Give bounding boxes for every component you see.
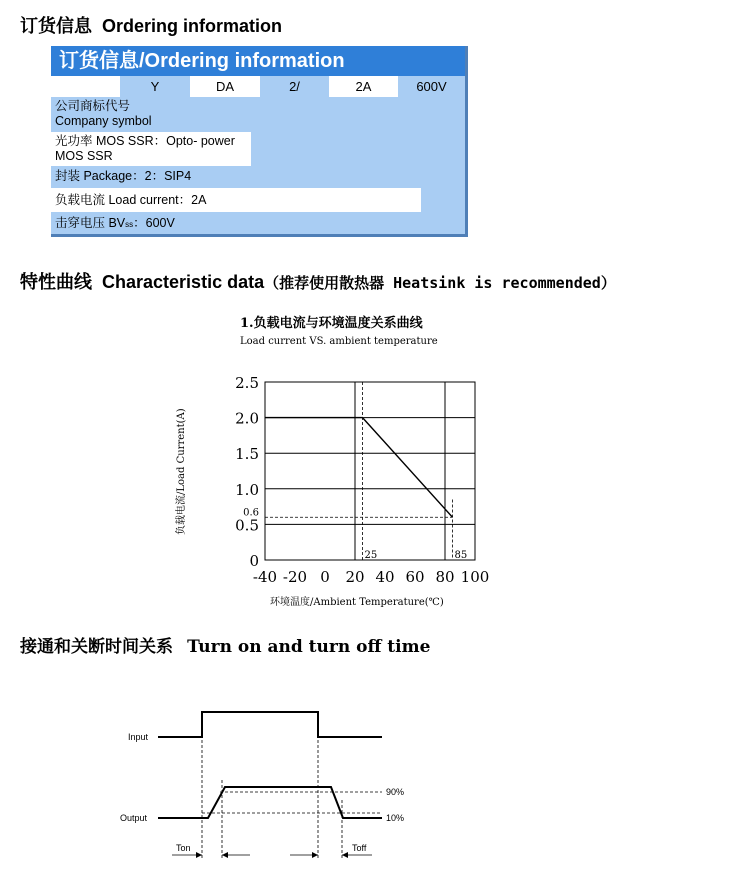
desc-voltage-sub: ss <box>125 220 134 229</box>
output-label: Output <box>120 813 148 823</box>
chart-y-tick-label: 1.0 <box>235 480 259 499</box>
desc-company <box>51 97 164 131</box>
chart-x-tick-label: -20 <box>282 568 308 586</box>
timing-title-cn: 接通和关断时间关系 <box>20 637 173 657</box>
desc-current-line: 负载电流 Load current：2A <box>55 193 207 207</box>
code-cell-voltage: 600V <box>398 76 465 97</box>
code-cell-current: 2A <box>329 76 398 97</box>
chart-xlabel: 环境温度/Ambient Temperature(℃) <box>270 597 444 608</box>
ordering-title-cn: 订货信息 <box>20 16 92 37</box>
desc-current <box>51 188 421 212</box>
toff-label: Toff <box>352 843 367 853</box>
timing-title-en: Turn on and turn off time <box>187 637 431 657</box>
chart-y-tick-label: 0.5 <box>235 516 259 535</box>
chart-x-tick-label: 40 <box>375 568 395 586</box>
chart-x-tick-label: 60 <box>405 568 425 586</box>
desc-package-line: 封装 Package：2：SIP4 <box>55 169 192 183</box>
desc-voltage-suffix: ：600V <box>133 216 175 230</box>
label-10: 10% <box>386 813 405 823</box>
desc-package <box>51 166 341 187</box>
desc-voltage-prefix: 击穿电压 BV <box>55 216 126 230</box>
timing-section-title <box>20 632 430 657</box>
desc-type-line1: 光功率 MOS SSR：Opto- power <box>55 134 235 148</box>
code-cell-type: DA <box>190 76 260 97</box>
ton-arrowhead-right <box>222 852 228 858</box>
chart-frame <box>265 382 475 560</box>
desc-type-line2: MOS SSR <box>55 149 113 163</box>
chart-plot-area <box>235 374 489 586</box>
input-label: Input <box>128 732 149 742</box>
chart-ylabel: 负载电流/Load Current(A) <box>176 408 187 535</box>
chart-annotation-0-6: 0.6 <box>243 507 259 519</box>
chart-y-tick-label: 0 <box>249 552 259 570</box>
desc-voltage <box>51 212 465 234</box>
input-waveform <box>158 712 382 737</box>
chart-series-line <box>265 418 453 518</box>
code-cell-blank <box>51 76 120 97</box>
chart-x-tick-label: 80 <box>435 568 455 586</box>
chart-annotation-85: 85 <box>454 550 468 561</box>
chart-x-tick-label: -40 <box>252 568 278 586</box>
chart-subtitle: Load current VS. ambient temperature <box>240 336 438 347</box>
characteristic-title-cn: 特性曲线 <box>20 272 92 293</box>
characteristic-title-note: （推荐使用散热器 Heatsink is recommended） <box>264 274 616 292</box>
characteristic-title-en: Characteristic data <box>102 272 265 292</box>
ordering-table-header: 订货信息/Ordering information <box>51 46 465 76</box>
chart-y-tick-label: 2.5 <box>235 374 259 392</box>
chart-y-tick-label: 2.0 <box>235 409 259 428</box>
chart-title: 1.负载电流与环境温度关系曲线 <box>240 316 423 331</box>
ordering-section-title <box>20 12 282 38</box>
toff-arrowhead-right <box>342 852 348 858</box>
timing-diagram <box>110 700 430 870</box>
ordering-table <box>51 46 468 237</box>
characteristic-section-title <box>20 268 616 294</box>
ordering-title-en: Ordering information <box>102 16 283 36</box>
chart-annotation-25: 25 <box>364 550 378 561</box>
desc-type <box>51 132 251 166</box>
code-cell-package: 2/ <box>260 76 329 97</box>
chart-x-tick-label: 0 <box>320 568 330 586</box>
chart-x-tick-label: 20 <box>345 568 365 586</box>
toff-arrowhead-left <box>312 852 318 858</box>
ton-arrowhead-left <box>196 852 202 858</box>
desc-company-cn: 公司商标代号 <box>55 99 131 113</box>
desc-company-en: Company symbol <box>55 114 152 128</box>
load-current-chart <box>160 305 520 615</box>
chart-x-tick-label: 100 <box>460 568 490 586</box>
chart-y-tick-label: 1.5 <box>235 445 259 464</box>
label-90: 90% <box>386 787 405 797</box>
code-cell-company: Y <box>120 76 190 97</box>
ton-label: Ton <box>176 843 191 853</box>
